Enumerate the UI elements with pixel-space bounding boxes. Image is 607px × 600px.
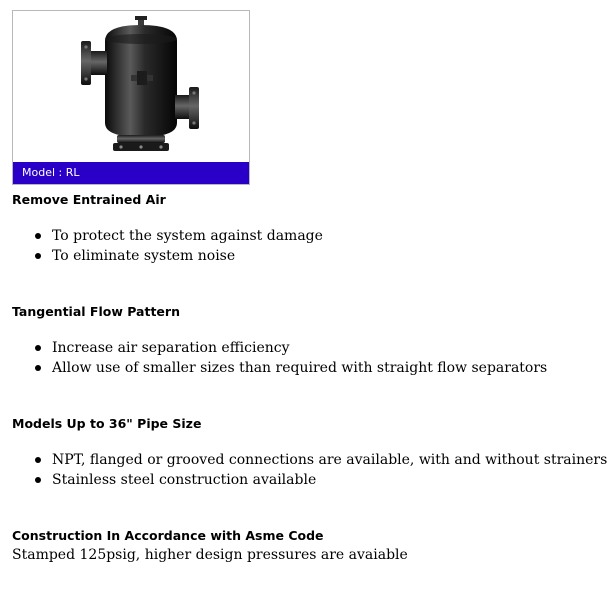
- list-item-text: Increase air separation efficiency: [52, 340, 290, 356]
- bullet-icon: [35, 345, 41, 351]
- section-heading-models-up-to-36-pipe-size: Models Up to 36" Pipe Size: [12, 416, 202, 431]
- list-item-text: Allow use of smaller sizes than required with straight flow separators: [52, 360, 548, 376]
- bullet-icon: [35, 477, 41, 483]
- bullet-icon: [35, 365, 41, 371]
- section-heading-construction-asme-code: Construction In Accordance with Asme Code: [12, 528, 324, 543]
- bullet-list-models-up-to-36-pipe-size: [12, 450, 607, 490]
- section-body-text: Stamped 125psig, higher design pressures are avaiable: [12, 547, 408, 563]
- list-item-text: To eliminate system noise: [52, 248, 236, 264]
- list-item: [12, 358, 547, 378]
- bullet-icon: [35, 253, 41, 259]
- bullet-icon: [35, 457, 41, 463]
- section-heading-remove-entrained-air: Remove Entrained Air: [12, 192, 166, 207]
- list-item: [12, 226, 323, 246]
- model-label: Model : RL: [13, 162, 249, 184]
- air-separator-tank-icon: [13, 11, 249, 163]
- bullet-list-tangential-flow-pattern: [12, 338, 547, 378]
- section-heading-tangential-flow-pattern: Tangential Flow Pattern: [12, 304, 180, 319]
- bullet-icon: [35, 233, 41, 239]
- list-item-text: Stainless steel construction available: [52, 472, 317, 488]
- list-item-text: To protect the system against damage: [52, 228, 323, 244]
- list-item: [12, 246, 323, 266]
- bullet-list-remove-entrained-air: [12, 226, 323, 266]
- list-item: [12, 450, 607, 470]
- product-card: [12, 10, 250, 185]
- list-item: [12, 470, 607, 490]
- list-item-text: NPT, flanged or grooved connections are available, with and without strainers: [52, 452, 607, 468]
- list-item: [12, 338, 547, 358]
